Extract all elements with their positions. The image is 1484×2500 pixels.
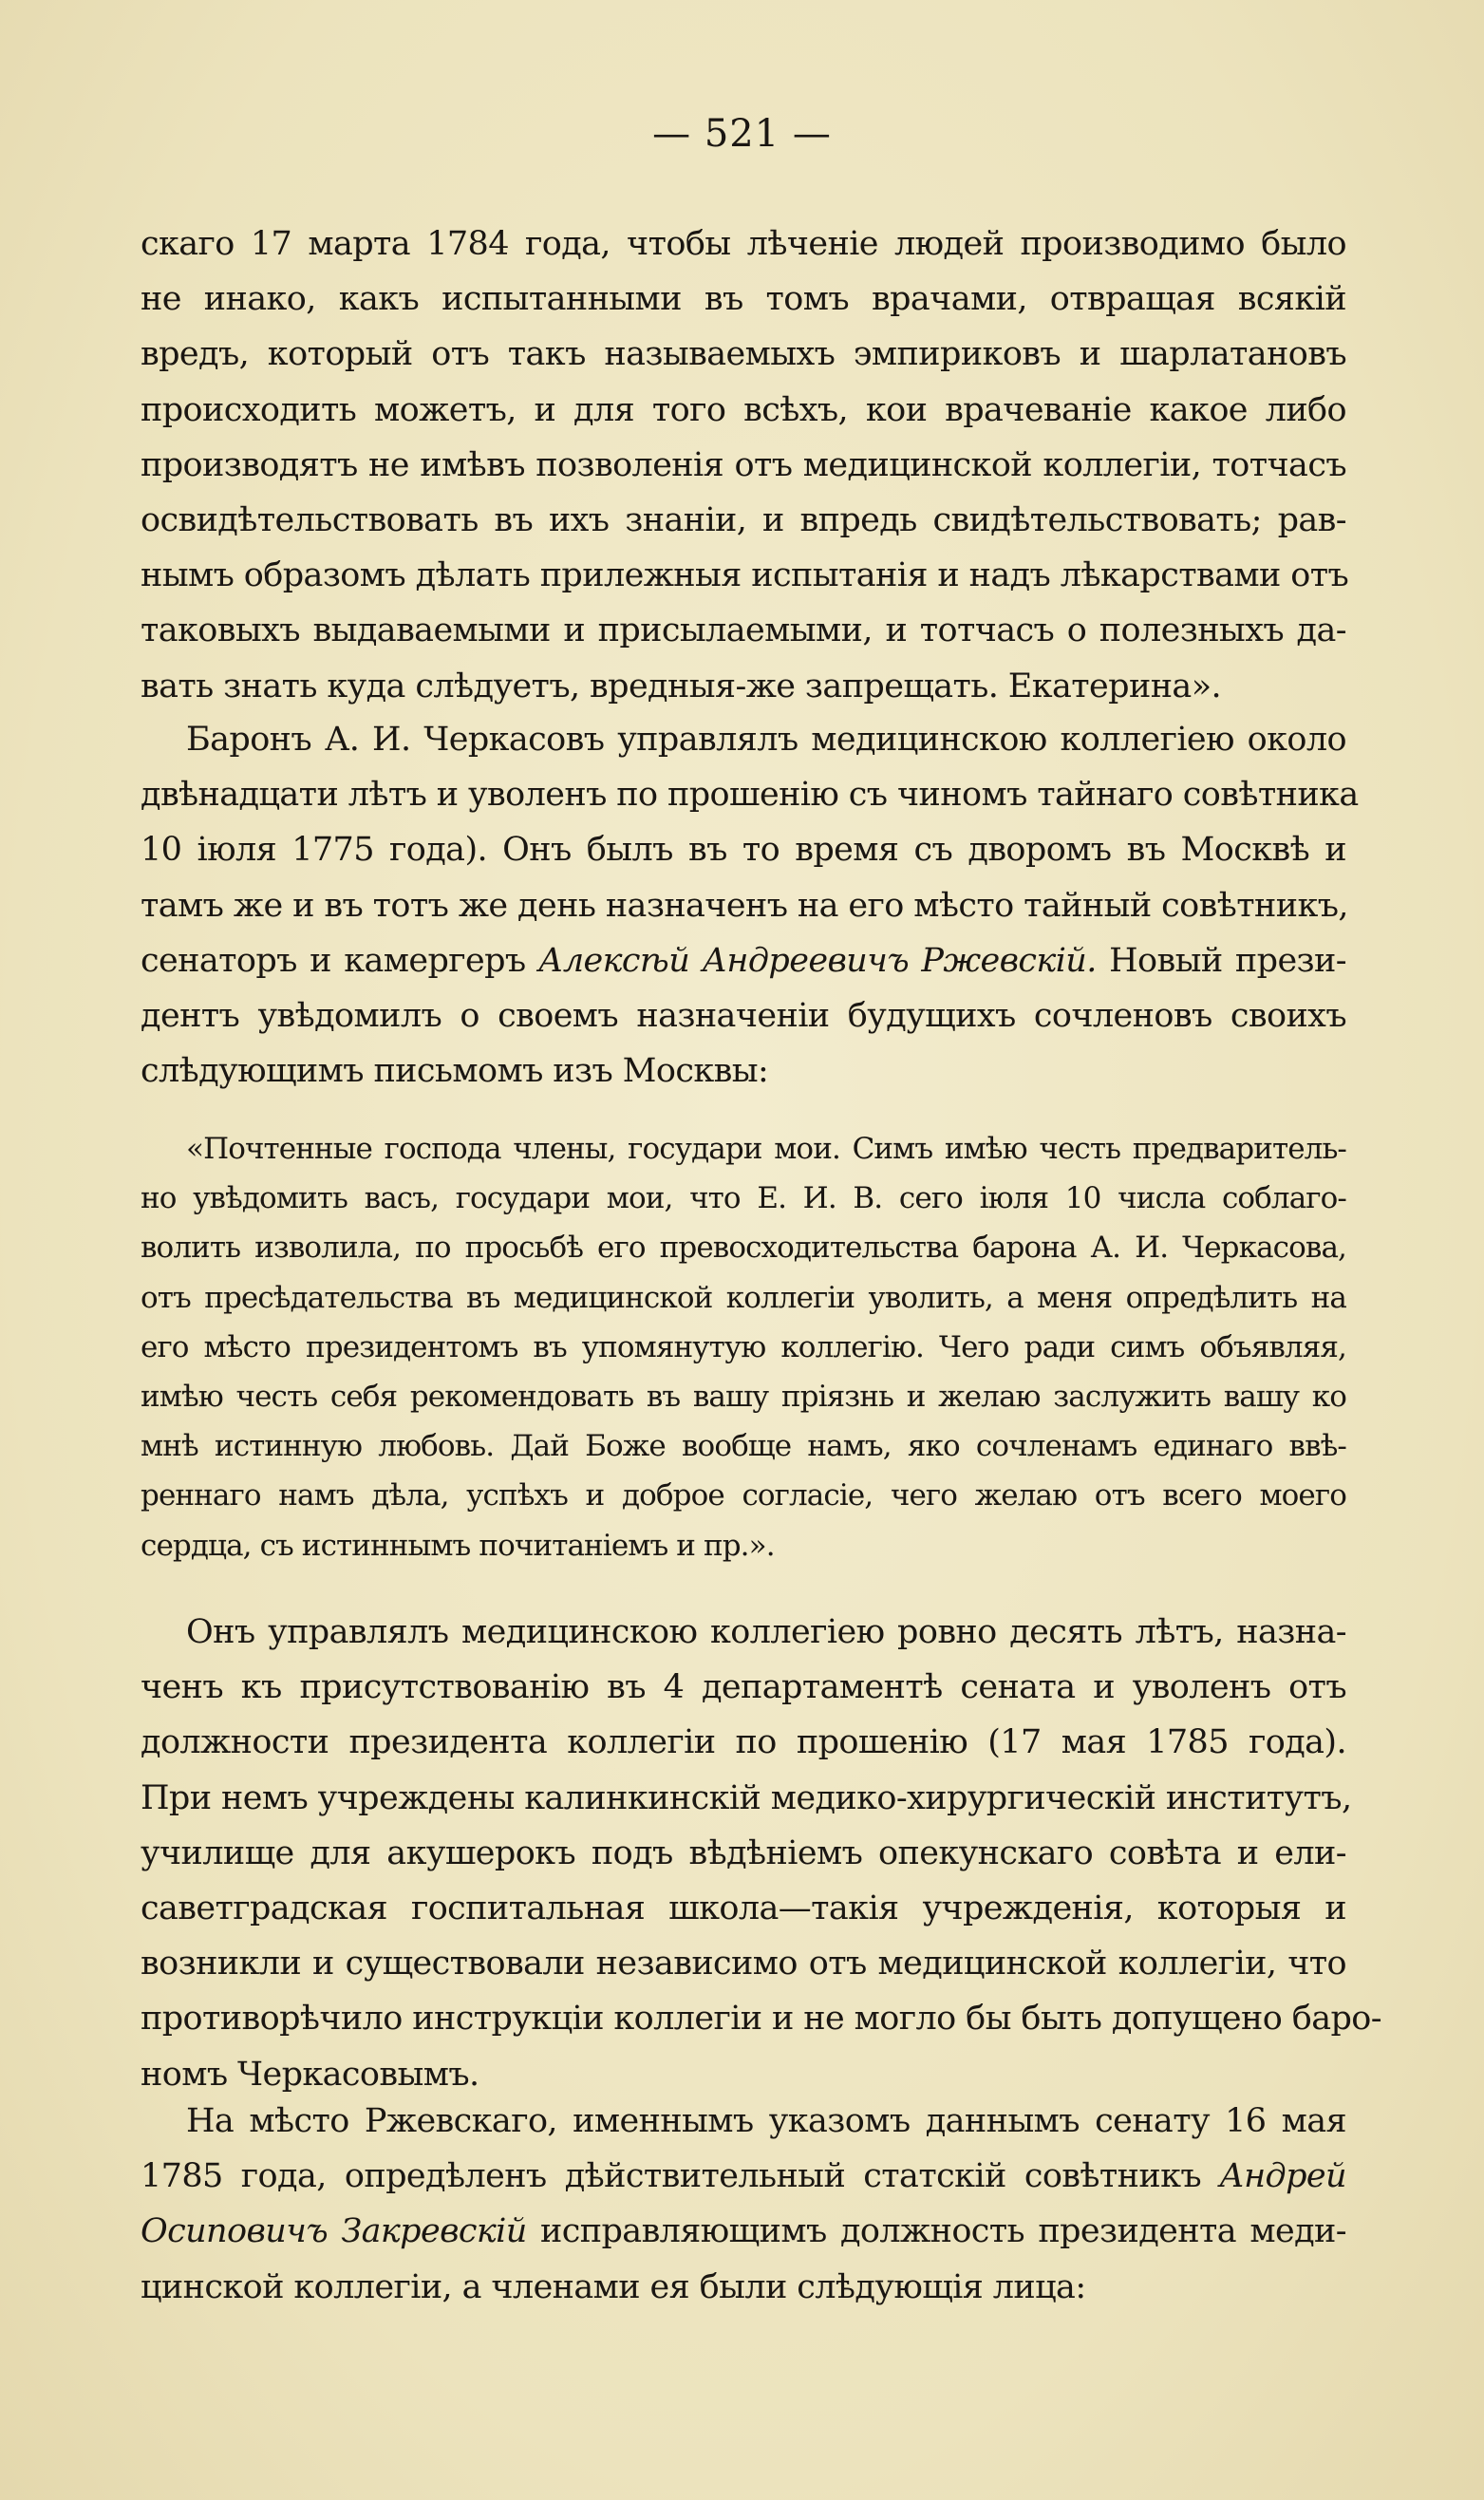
letter-quote: [141, 1124, 1346, 1570]
text-line: номъ Черкасовымъ.: [141, 2055, 479, 2094]
text-run: Новый прези-: [1096, 941, 1346, 980]
text-line: возникли и существовали независимо отъ медицинской коллегіи, что: [141, 1945, 1346, 1983]
quote-line: отъ пресѣдательства въ медицинской коллегіи уволить, а меня опредѣлить на: [141, 1280, 1346, 1315]
text-line: вать знать куда слѣдуетъ, вредныя-же запрещать. Екатерина».: [141, 667, 1222, 705]
text-line: дентъ увѣдомилъ о своемъ назначеніи будущихъ сочленовъ своихъ: [141, 996, 1346, 1035]
text-line: слѣдующимъ письмомъ изъ Москвы:: [141, 1052, 769, 1091]
text-run: сенаторъ и камергеръ: [141, 941, 538, 980]
text-line: [141, 2149, 1346, 2204]
paragraph-cherkasov: [141, 712, 1359, 1099]
page-number: — 521 —: [652, 112, 832, 156]
text-line: 10 іюля 1775 года). Онъ былъ въ то время съ дворомъ въ Москвѣ и: [141, 831, 1346, 870]
text-line: саветградская госпитальная школа—такія учрежденія, которыя и: [141, 1889, 1346, 1927]
text-line: производятъ не имѣвъ позволенія отъ медицинской коллегіи, тотчасъ: [141, 445, 1346, 484]
quote-line: но увѣдомить васъ, государи мои, что Е. И. В. сего іюля 10 числа соблаго-: [141, 1181, 1346, 1216]
text-line: нымъ образомъ дѣлать прилежныя испытанія и надъ лѣкарствами отъ: [141, 556, 1349, 595]
text-line: Онъ управлялъ медицинскою коллегіею ровно десять лѣтъ, назна-: [186, 1613, 1346, 1651]
paragraph-rzhevsky-tenure: [141, 1605, 1382, 2102]
text-line: двѣнадцати лѣтъ и уволенъ по прошенію съ чиномъ тайнаго совѣтника: [141, 776, 1359, 815]
text-line: освидѣтельствовать въ ихъ знаніи, и впредь свидѣтельствовать; рав-: [141, 500, 1346, 539]
text-line: скаго 17 марта 1784 года, чтобы лѣченіе людей производимо было: [141, 225, 1346, 263]
text-line: тамъ же и въ тотъ же день назначенъ на его мѣсто тайный совѣтникъ,: [141, 886, 1348, 925]
text-line: таковыхъ выдаваемыми и присылаемыми, и тотчасъ о полезныхъ да-: [141, 611, 1346, 650]
quote-line: сердца, съ истиннымъ почитаніемъ и пр.».: [141, 1528, 775, 1563]
quote-line: реннаго намъ дѣла, успѣхъ и доброе согласіе, чего желаю отъ всего моего: [141, 1478, 1346, 1513]
text-run: 1785 года, опредѣленъ дѣйствительный статскій совѣтникъ: [141, 2157, 1220, 2196]
text-line: Баронъ А. И. Черкасовъ управлялъ медицинскою коллегіею около: [186, 721, 1346, 759]
quote-line: «Почтенные господа члены, государи мои. Симъ имѣю честь предваритель-: [186, 1132, 1346, 1166]
paragraph-zakrevsky: [141, 2094, 1346, 2315]
person-name-zakrevsky-first: Андрей: [1219, 2157, 1346, 2196]
text-line: [141, 2204, 1346, 2259]
text-line: противорѣчило инструкціи коллегіи и не могло бы быть допущено баро-: [141, 2000, 1382, 2039]
quote-line: его мѣсто президентомъ въ упомянутую коллегію. Чего ради симъ объявляя,: [141, 1329, 1346, 1364]
text-line: На мѣсто Ржевскаго, именнымъ указомъ даннымъ сенату 16 мая: [186, 2102, 1346, 2140]
person-name-zakrevsky-rest: Осиповичъ Закревскій: [141, 2212, 527, 2251]
quote-line: мнѣ истинную любовь. Дай Боже вообще намъ, яко сочленамъ единаго ввѣ-: [141, 1429, 1346, 1464]
quote-line: волить изволила, по просьбѣ его превосходительства барона А. И. Черкасова,: [141, 1231, 1346, 1266]
text-line: [141, 933, 1346, 988]
text-line: происходить можетъ, и для того всѣхъ, кои врачеваніе какое либо: [141, 390, 1346, 429]
text-line: При немъ учреждены калинкинскій медико-хирургическій институтъ,: [141, 1778, 1352, 1817]
quote-line: имѣю честь себя рекомендовать въ вашу пріязнь и желаю заслужить вашу ко: [141, 1379, 1346, 1414]
text-line: училище для акушерокъ подъ вѣдѣніемъ опекунскаго совѣта и ели-: [141, 1833, 1346, 1872]
paragraph-decree-end: [141, 216, 1349, 714]
person-name-rzhevsky: Алексѣй Андреевичъ Ржевскій.: [537, 941, 1097, 980]
text-line: ченъ къ присутствованію въ 4 департаментѣ сената и уволенъ отъ: [141, 1668, 1346, 1707]
text-run: исправляющимъ должность президента меди-: [526, 2212, 1347, 2251]
text-line: не инако, какъ испытанными въ томъ врачами, отвращая всякій: [141, 280, 1346, 319]
text-line: должности президента коллегіи по прошенію (17 мая 1785 года).: [141, 1723, 1346, 1762]
text-line: вредъ, который отъ такъ называемыхъ эмпириковъ и шарлатановъ: [141, 335, 1346, 374]
text-line: цинской коллегіи, а членами ея были слѣдующія лица:: [141, 2267, 1086, 2306]
